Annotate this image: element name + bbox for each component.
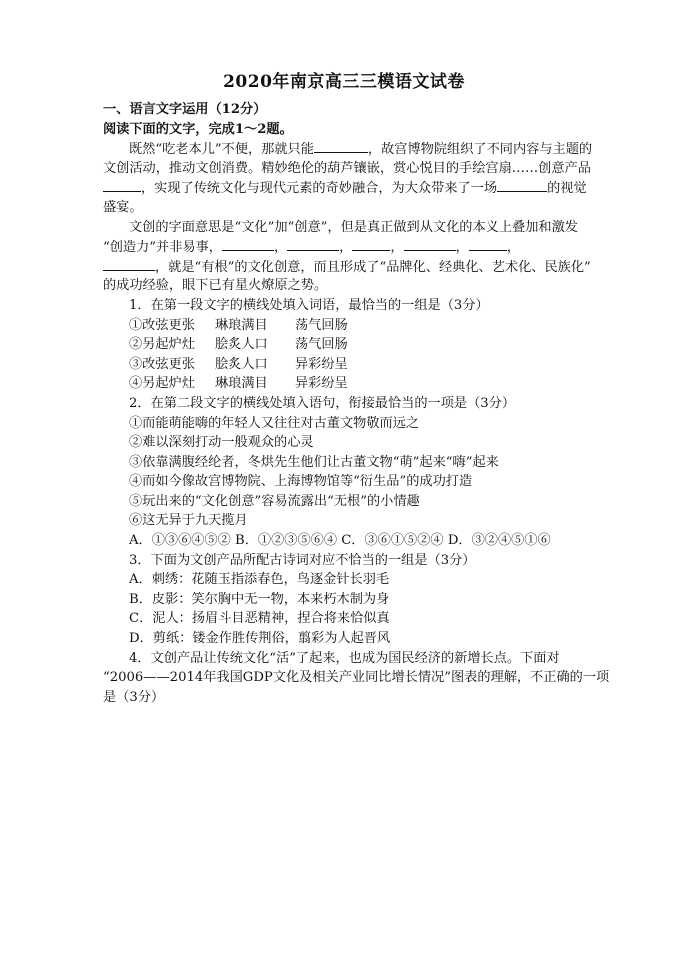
para1-line3 (103, 178, 615, 198)
q2-item: ⑤玩出来的“文化创意”容易流露出“无根”的小情趣 (129, 493, 420, 509)
para2-text: ，就是“有根”的文化创意，而且形成了“品牌化、经典化、艺术化、民族化” (155, 259, 591, 275)
q1-option-word: 琳琅满目 (215, 376, 268, 392)
q1-option-label: ④另起炉灶 (129, 376, 195, 392)
para1-line2: 文创活动，推动文创消费。精妙绝伦的葫芦镶嵌，赏心悦目的手绘宫扇……创意产品 (103, 160, 591, 176)
page-title: 2020年南京高三三模语文试卷 (223, 72, 465, 92)
fill-blank-9 (103, 257, 155, 271)
exam-content (103, 100, 615, 707)
q1-option-word: 脍炙人口 (215, 337, 268, 353)
q2-item: ④而如今像故宫博物院、上海博物馆等“衍生品”的成功打造 (129, 474, 473, 490)
q1-option-label: ①改弦更张 (129, 317, 195, 333)
fill-blank-8 (469, 237, 507, 251)
q1-option (103, 355, 615, 375)
fill-blank-6 (352, 237, 390, 251)
para1-line4: 盛宴。 (103, 199, 143, 215)
fill-blank-4 (222, 237, 274, 251)
para2-line1: 文创的字面意思是“文化”加“创意”，但是真正做到从文化的本义上叠加和激发 (129, 219, 578, 235)
fill-blank-1 (314, 139, 368, 153)
para1-text: 的视觉 (547, 181, 587, 197)
q2-item: ①而能萌能嗨的年轻人又往往对古董文物敬而远之 (129, 415, 420, 431)
q1-option-word: 异彩纷呈 (295, 356, 348, 372)
para1-text: ，故宫博物院组织了不同内容与主题的 (367, 142, 593, 158)
q4-line3: 是（3分） (103, 689, 165, 705)
q1-option-word: 荡气回肠 (295, 337, 348, 353)
q3-stem: 3．下面为文创产品所配古诗词对应不恰当的一组是（3分） (129, 552, 476, 568)
fill-blank-5 (287, 237, 339, 251)
q2-item: ②难以深刻打动一般观众的心灵 (129, 435, 314, 451)
q1-option (103, 374, 615, 394)
para1-text: 既然“吃老本儿”不便，那就只能 (129, 142, 314, 158)
q1-option (103, 316, 615, 336)
para1-line1 (103, 139, 615, 159)
q1-option-word: 异彩纷呈 (295, 376, 348, 392)
fill-blank-2 (103, 178, 141, 192)
para2-line3 (103, 257, 615, 277)
q1-option (103, 335, 615, 355)
section-heading: 一、语言文字运用（12分） (103, 102, 267, 117)
q2-stem: 2．在第二段文字的横线处填入语句，衔接最恰当的一项是（3分） (129, 395, 516, 411)
q4-line2: “2006——2014年我国GDP文化及相关产业同比增长情况”图表的理解，不正确的一项 (103, 670, 610, 686)
q1-option-label: ③改弦更张 (129, 356, 195, 372)
q2-choices: A．①③⑥④⑤② B．①②③⑤⑥④ C．③⑥①⑤②④ D．③②④⑤①⑥ (129, 533, 551, 549)
q4-line1: 4．文创产品让传统文化“活”了起来，也成为国民经济的新增长点。下面对 (129, 650, 560, 666)
q3-option: C．泥人：扬眉斗目恶精神，捏合将来恰似真 (129, 611, 390, 627)
q2-item: ⑥这无异于九天揽月 (129, 513, 248, 529)
q1-option-word: 荡气回肠 (295, 317, 348, 333)
q1-option-word: 脍炙人口 (215, 356, 268, 372)
para1-text: ，实现了传统文化与现代元素的奇妙融合，为大众带来了一场 (141, 181, 498, 197)
para2-line2: “创造力”并非易事， ， ， ， ， ， (103, 237, 615, 257)
q1-option-label: ②另起炉灶 (129, 337, 195, 353)
q2-item: ③依靠满腹经纶者，冬烘先生他们让古董文物“萌”起来“嗨”起来 (129, 454, 499, 470)
fill-blank-7 (404, 237, 456, 251)
para2-line4: 的成功经验，眼下已有星火燎原之势。 (103, 278, 328, 294)
q1-stem: 1．在第一段文字的横线处填入词语，最恰当的一组是（3分） (129, 297, 489, 313)
section-instruction: 阅读下面的文字，完成1～2题。 (103, 121, 293, 137)
fill-blank-3 (497, 178, 547, 192)
q1-option-word: 琳琅满目 (215, 317, 268, 333)
q3-option: D．剪纸：镂金作胜传荆俗，翦彩为人起晋风 (129, 631, 391, 647)
q3-option: A．刺绣：花随玉指添春色，鸟逐金针长羽毛 (129, 572, 390, 588)
q3-option: B．皮影：笑尔胸中无一物，本来朽木制为身 (129, 591, 390, 607)
para2-text: “创造力”并非易事， (103, 240, 222, 256)
